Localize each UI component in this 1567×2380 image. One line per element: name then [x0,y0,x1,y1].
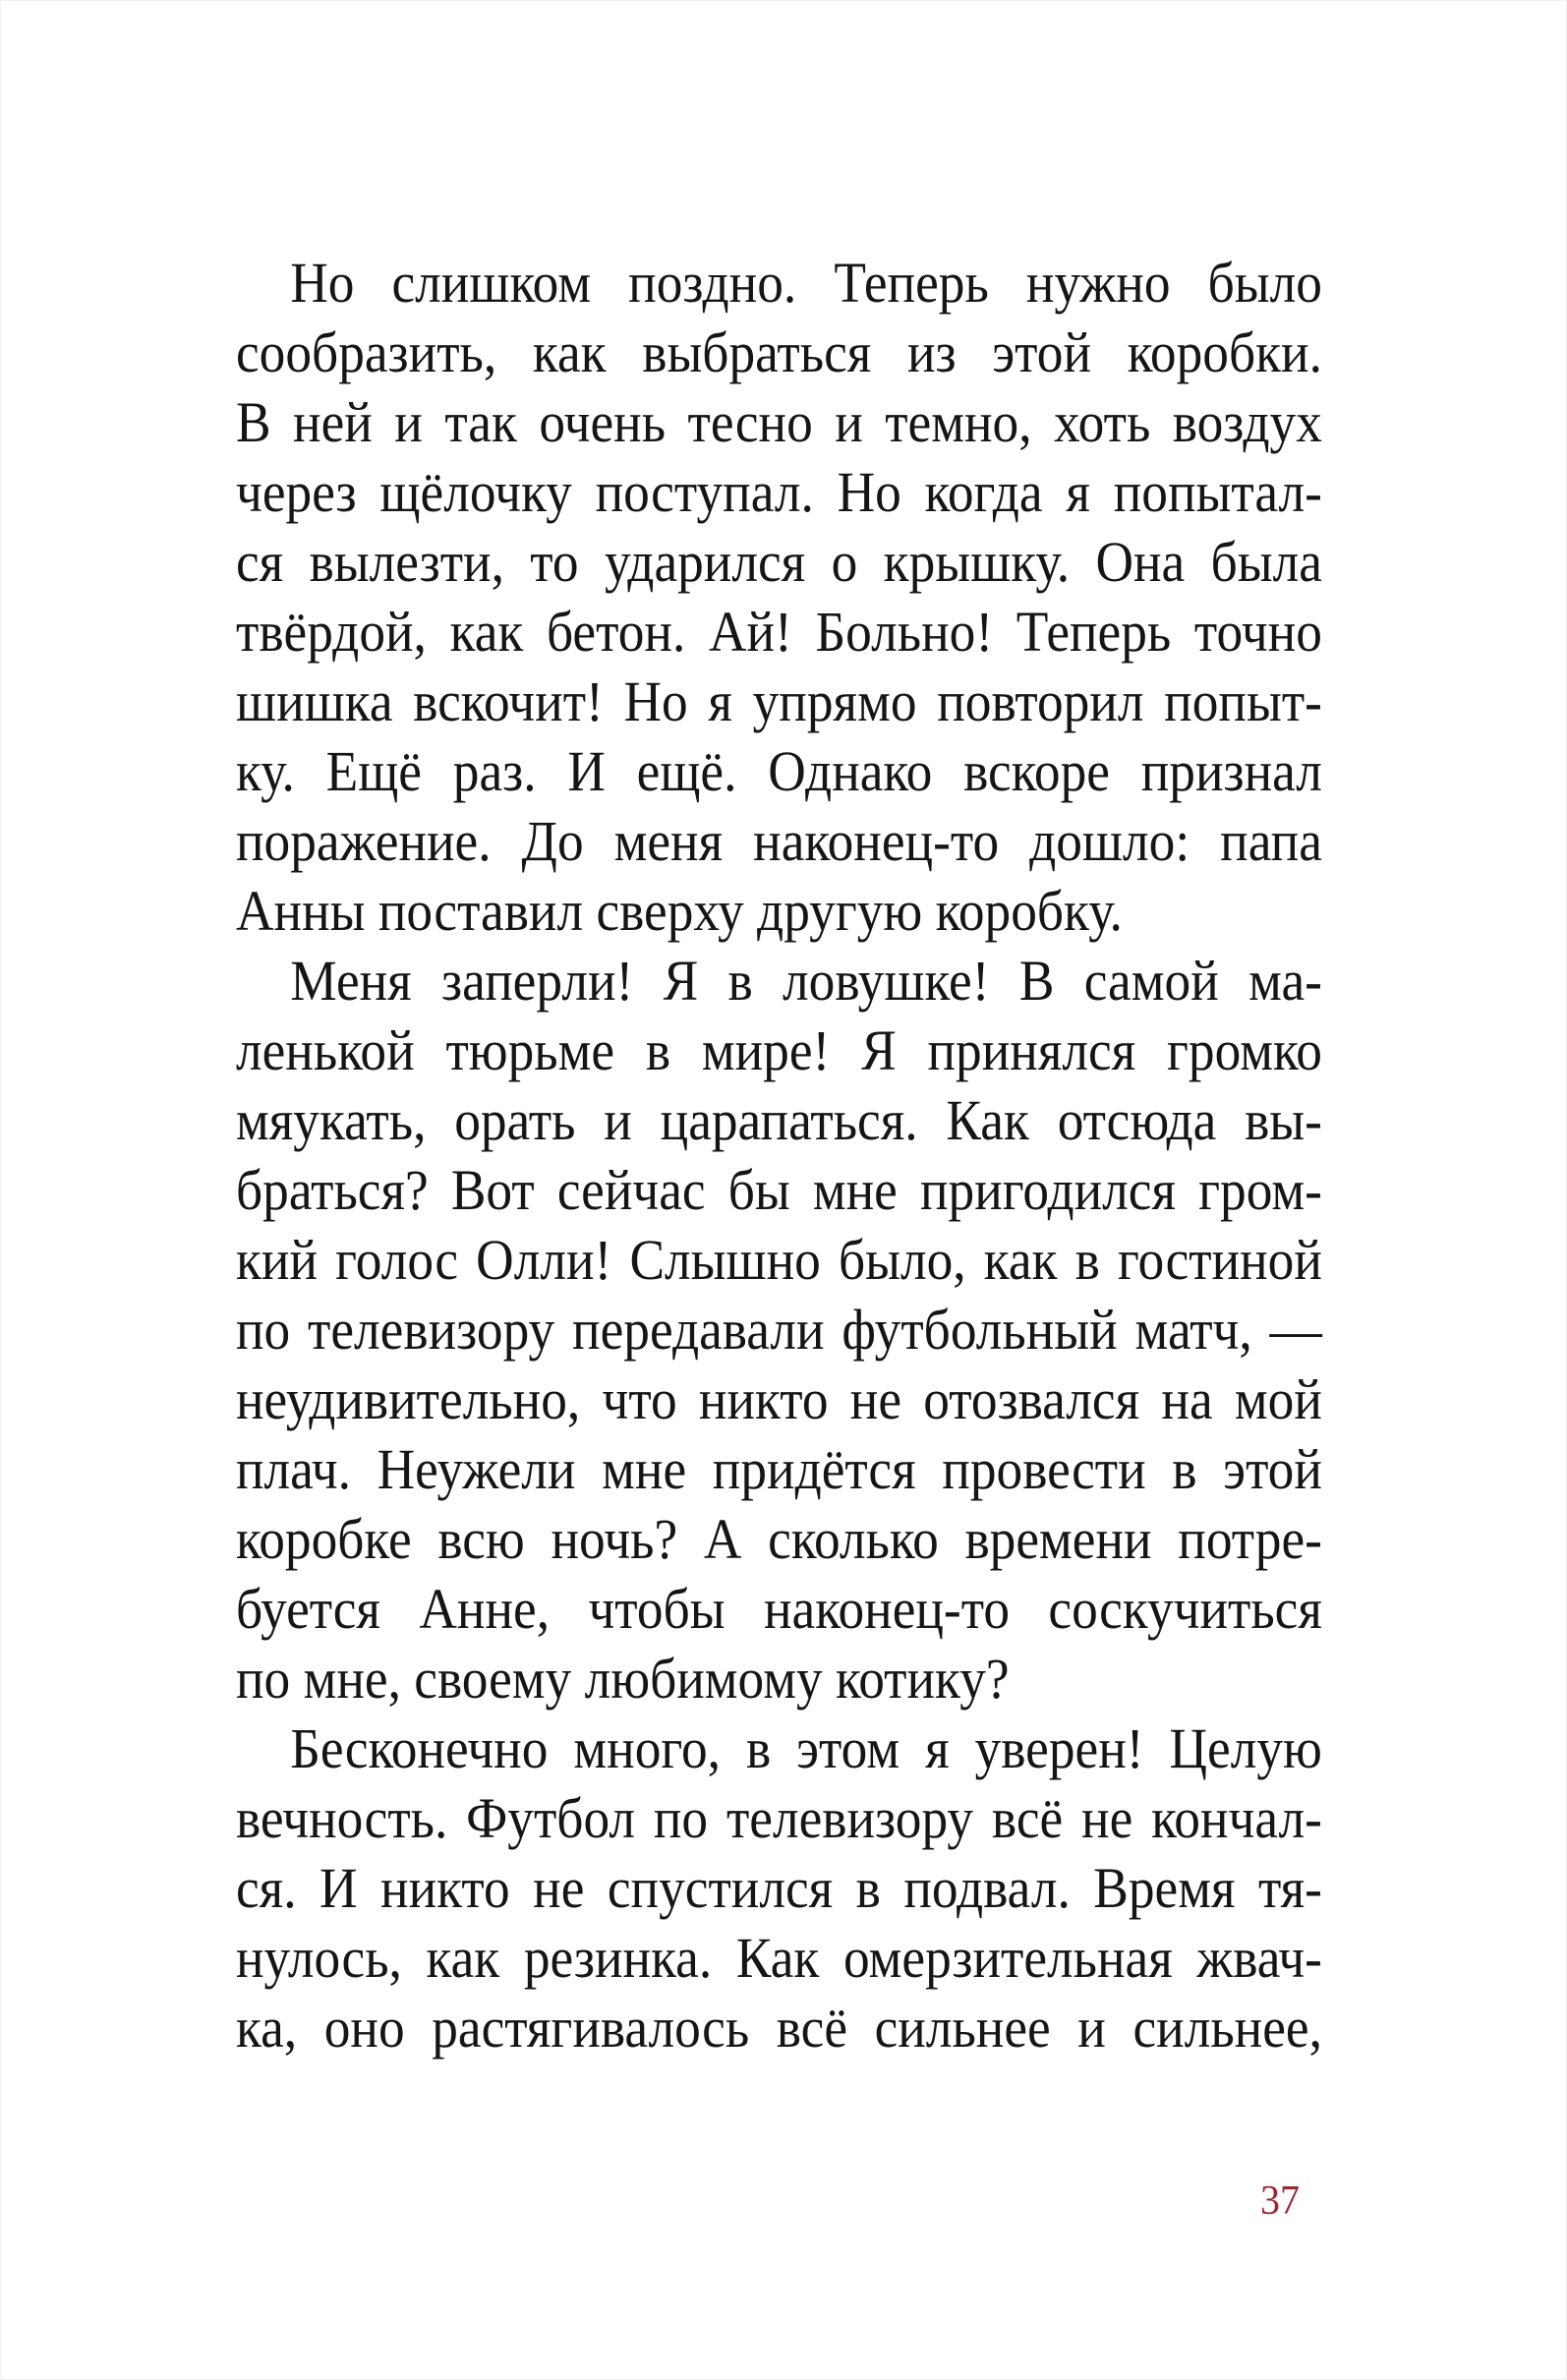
text-line: твёрдой, как бетон. Ай! Больно! Теперь точно [236,600,1322,664]
text-block [236,248,1322,2062]
text-line: по телевизору передавали футбольный матч, — [236,1298,1322,1362]
text-line: ка, оно растягивалось всё сильнее и сильнее, [236,1996,1322,2060]
text-line: по мне, своему любимому котику? [236,1647,1010,1711]
text-line: буется Анне, чтобы наконец-то соскучиться [236,1577,1322,1641]
text-line: поражение. До меня наконец-то дошло: папа [236,809,1322,873]
text-line: Бесконечно много, в этом я уверен! Целую [290,1716,1322,1780]
text-line: ся. И никто не спустился в подвал. Время тя- [236,1856,1322,1920]
text-line: нулось, как резинка. Как омерзительная жвач- [236,1926,1322,1990]
text-line: шишка вскочит! Но я упрямо повторил попыт- [236,669,1322,733]
text-line: через щёлочку поступал. Но когда я попытал- [236,460,1322,524]
text-line: коробке всю ночь? А сколько времени потре- [236,1507,1322,1571]
text-line: плач. Неужели мне придётся провести в этой [236,1437,1322,1501]
text-line: ся вылезти, то ударился о крышку. Она была [236,530,1322,594]
text-line: браться? Вот сейчас бы мне пригодился гром- [236,1158,1322,1222]
text-line: ленькой тюрьме в мире! Я принялся громко [236,1018,1322,1082]
text-line: кий голос Олли! Слышно было, как в гостиной [236,1228,1322,1292]
text-line: Меня заперли! Я в ловушке! В самой ма- [290,949,1322,1013]
text-line: сообразить, как выбраться из этой коробки. [236,320,1322,384]
paragraph [236,946,1322,1713]
page-number: 37 [1260,2178,1300,2224]
paragraph [236,1713,1322,2062]
text-line: вечность. Футбол по телевизору всё не кончал- [236,1786,1322,1850]
text-line: мяукать, орать и царапаться. Как отсюда вы- [236,1088,1322,1152]
text-line: В ней и так очень тесно и темно, хоть воздух [236,390,1322,454]
text-line: Но слишком поздно. Теперь нужно было [290,251,1322,315]
text-line: ку. Ещё раз. И ещё. Однако вскоре признал [236,739,1322,803]
text-line: неудивительно, что никто не отозвался на мой [236,1367,1322,1431]
paragraph [236,248,1322,946]
text-line: Анны поставил сверху другую коробку. [236,879,1123,943]
